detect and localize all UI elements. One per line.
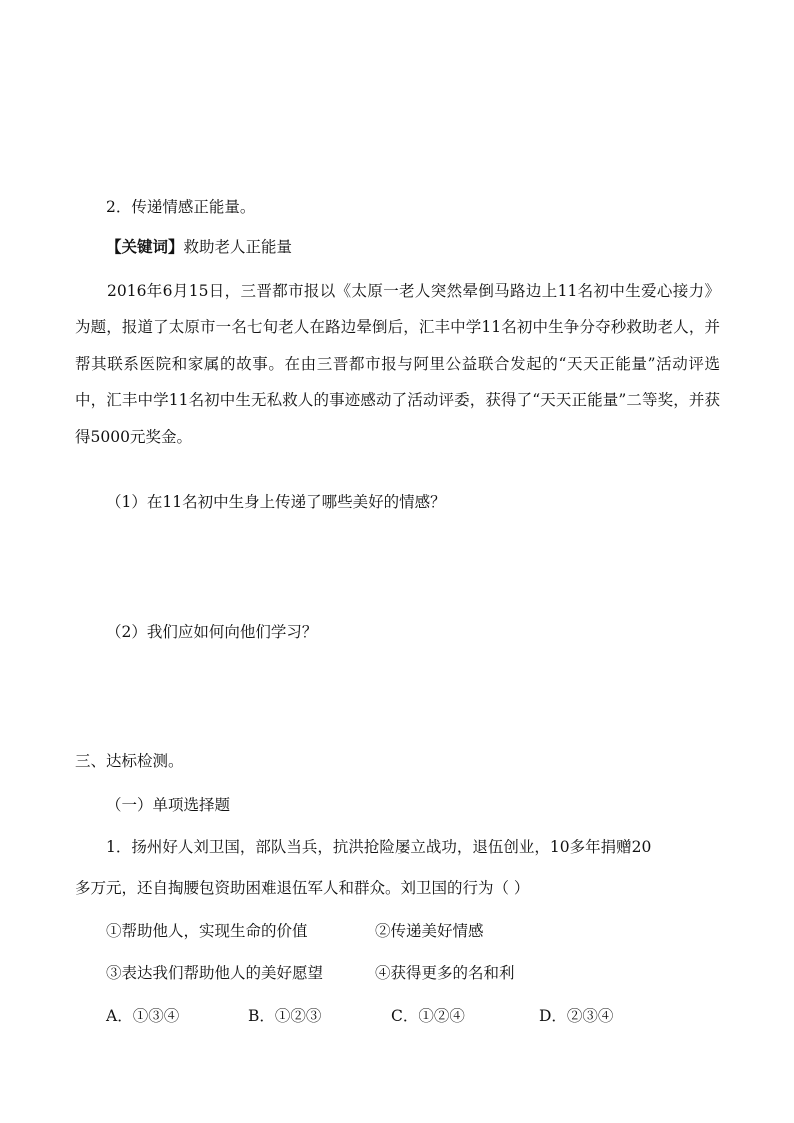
mcq1-line1: 1．扬州好人刘卫国，部队当兵，抗洪抢险屡立战功，退伍创业，10多年捐赠20 <box>106 838 652 856</box>
option-b: B．①②③ <box>248 1007 322 1025</box>
section3-title: 三、达标检测。 <box>75 752 184 770</box>
question-2: （2）我们应如何向他们学习？ <box>106 623 318 641</box>
statement-2: ②传递美好情感 <box>375 922 484 940</box>
keyword-label: 【关键词】 <box>106 238 184 256</box>
mcq1-line2: 多万元，还自掏腰包资助困难退伍军人和群众。刘卫国的行为（ ） <box>75 879 530 897</box>
question-1: （1）在11名初中生身上传递了哪些美好的情感？ <box>106 493 446 511</box>
option-a: A．①③④ <box>106 1007 180 1025</box>
statement-3: ③表达我们帮助他人的美好愿望 <box>106 964 324 982</box>
option-c: C．①②④ <box>391 1007 465 1025</box>
section2-title: 2．传递情感正能量。 <box>106 198 256 216</box>
keyword-text: 救助老人正能量 <box>183 238 293 256</box>
news-paragraph: 2016年6月15日，三晋都市报以《太原一老人突然晕倒马路边上11名初中生爱心接力》为题，报道了太原市一名七旬老人在路边晕倒后，汇丰中学11名初中生争分夺秒救助老人，并帮其联系医院和家属的故事。在由三晋都市报与阿里公益联合发起的“天天正能量”活动评选中，汇丰中学11名初中生无私救人的事迹感动了活动评委，获得了“天天正能量”二等奖，并获得5000元奖金。 <box>75 282 720 446</box>
statement-1: ①帮助他人，实现生命的价值 <box>106 922 308 940</box>
option-d: D．②③④ <box>539 1007 614 1025</box>
keyword-line <box>106 236 292 258</box>
section3-subtitle: （一）单项选择题 <box>106 796 231 814</box>
statement-4: ④获得更多的名和利 <box>375 964 515 982</box>
